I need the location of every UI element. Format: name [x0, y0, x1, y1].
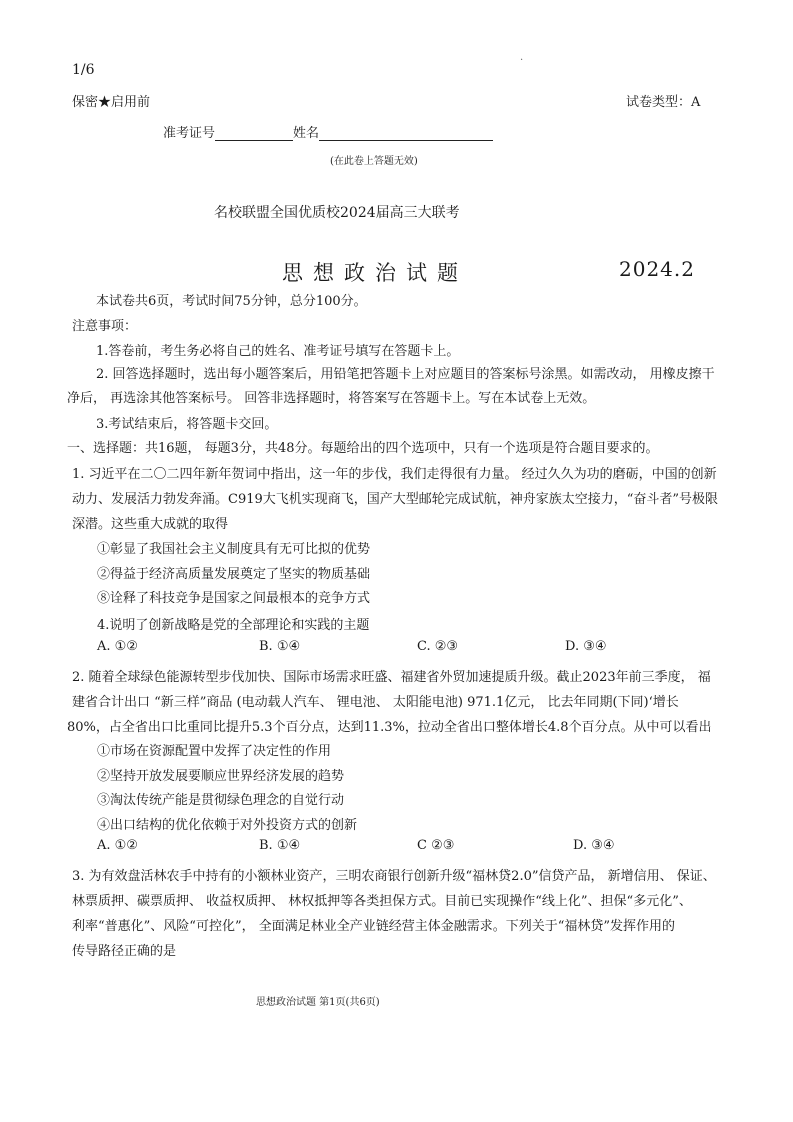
- q3-stem-line-2: 林票质押、碳票质押、 收益权质押、 林权抵押等各类担保方式。目前已实现操作“线上化”、担保“多元化”、: [72, 894, 692, 909]
- q2-stem-line-3: 80%，占全省出口比重同比提升5.3个百分点，达到11.3%，拉动全省出口整体增长4.8个百分点。从中可以看出: [67, 720, 712, 735]
- q2-statement-2: ②坚持开放发展要顺应世界经济发展的趋势: [97, 769, 345, 784]
- paper-type: 试卷类型：A: [626, 95, 701, 110]
- q2-option-c[interactable]: C ②③: [417, 838, 455, 853]
- q2-statement-1: ①市场在资源配置中发挥了决定性的作用: [97, 744, 332, 759]
- q2-stem-line-1: 2. 随着全球绿色能源转型步伐加快、国际市场需求旺盛、福建省外贸加速提质升级。截止2023年前三季度， 福: [72, 670, 711, 685]
- q1-statement-1: ①彰显了我国社会主义制度具有无可比拟的优势: [97, 542, 371, 557]
- q2-statement-4: ④出口结构的优化依赖于对外投资方式的创新: [97, 818, 358, 833]
- corner-dot: .: [520, 52, 524, 63]
- exam-org: 名校联盟全国优质校2024届高三大联考: [214, 205, 460, 221]
- q2-option-d[interactable]: D. ③④: [573, 838, 615, 853]
- q2-option-a[interactable]: A. ①②: [97, 838, 138, 853]
- q2-stem-line-2: 建省合计出口 “新三样”商品 (电动载人汽车、 锂电池、 太阳能电池) 971.1亿元， 比去年同期(下同)‘增长: [72, 695, 679, 710]
- q3-stem-line-4: 传导路径正确的是: [72, 944, 177, 959]
- invalid-note: (在此卷上答题无效): [330, 156, 418, 167]
- q1-stem-line-1: 1. 习近平在二〇二四年新年贺词中指出，这一年的步伐，我们走得很有力量。 经过久久为功的磨砺，中国的创新: [72, 467, 717, 482]
- q2-statement-3: ③淘汰传统产能是贯彻绿色理念的自觉行动: [97, 793, 345, 808]
- name-label: 姓名: [293, 126, 320, 141]
- q1-statement-4: 4.说明了创新战略是党的全部理论和实践的主题: [97, 618, 370, 633]
- section-1-heading: 一、选择题：共16题， 每题3分，共48分。每题给出的四个选项中，只有一个选项是符合题目要求的。: [67, 441, 659, 456]
- exam-id-blank[interactable]: [215, 126, 293, 141]
- notice-label: 注意事项：: [72, 319, 138, 334]
- notice-3: 3.考试结束后，将答题卡交回。: [96, 417, 278, 432]
- q2-option-b[interactable]: B. ①④: [259, 838, 301, 853]
- q1-stem-line-3: 深潜。这些重大成就的取得: [72, 517, 229, 532]
- q1-stem-line-2: 动力、发展活力勃发奔涌。C919大飞机实现商飞，国产大型邮轮完成试航，神舟家族太空接力，“奋斗者”号极限: [72, 492, 719, 507]
- notice-2-line-1: 2. 回答选择题时，选出每小题答案后，用铅笔把答题卡上对应题目的答案标号涂黑。如需改动， 用橡皮擦干: [96, 367, 715, 382]
- secret-label: 保密★启用前: [72, 95, 151, 110]
- q1-statement-3: ⑧诠释了科技竞争是国家之间最根本的竞争方式: [97, 591, 371, 606]
- q1-option-d[interactable]: D. ③④: [565, 639, 607, 654]
- page-number: 1/6: [72, 62, 95, 78]
- q1-option-b[interactable]: B. ①④: [259, 639, 301, 654]
- page-footer: 思想政治试题 第1页(共6页): [256, 997, 380, 1008]
- q1-option-c[interactable]: C. ②③: [417, 639, 459, 654]
- exam-id-label: 准考证号: [163, 126, 216, 141]
- q1-statement-2: ②得益于经济高质量发展奠定了坚实的物质基础: [97, 567, 371, 582]
- q1-option-a[interactable]: A. ①②: [97, 639, 138, 654]
- q3-stem-line-3: 利率“普惠化”、风险“可控化”， 全面满足林业全产业链经营主体金融需求。下列关于“福林贷”发挥作用的: [72, 919, 676, 934]
- name-blank[interactable]: [319, 126, 493, 141]
- notice-2-line-2: 净后， 再选涂其他答案标号。 回答非选择题时，将答案写在答题卡上。写在本试卷上无效。: [67, 391, 596, 406]
- q3-stem-line-1: 3. 为有效盘活林农手中持有的小额林业资产，三明农商银行创新升级“福林贷2.0”信贷产品， 新增信用、 保证、: [72, 869, 716, 884]
- notice-1: 1.答卷前，考生务必将自己的姓名、准考证号填写在答题卡上。: [96, 344, 460, 359]
- exam-title: 思想政治试题: [282, 261, 468, 285]
- exam-date: 2024.2: [619, 257, 695, 281]
- candidate-info: [163, 122, 493, 141]
- exam-description: 本试卷共6页，考试时间75分钟，总分100分。: [96, 294, 367, 309]
